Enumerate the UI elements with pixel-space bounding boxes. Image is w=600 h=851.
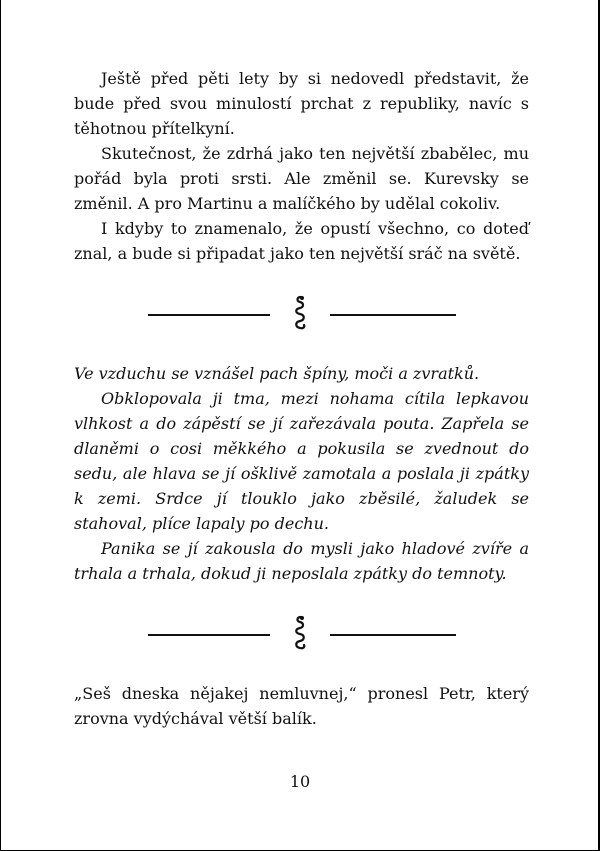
serpent-ornament-icon: [288, 614, 312, 654]
section-2: [74, 361, 529, 586]
paragraph: „Seš dneska nějakej nemluvnej,“ pronesl Petr, který zrovna vydýchával větší balík.: [74, 684, 529, 728]
serpent-ornament-icon: [288, 294, 312, 334]
section-separator: [0, 586, 600, 681]
paragraph: Obklopovala ji tma, mezi nohama cítila lepkavou vlhkost a do zápěstí se jí zařezávala pouta. Zapřela se dlaněmi o cosi měkkého a pokusila se zvednout do sedu, ale hlava se jí ošklivě zamotala a poslala ji zpátky k zemi. Srdce jí tlouklo jako zběsilé, žaludek se stahoval, plíce lapaly po dechu.: [74, 389, 529, 533]
paragraph: Ještě před pěti lety by si nedovedl představit, že bude před svou minulostí prchat z republiky, navíc s těhotnou přítelkyní.: [74, 69, 529, 138]
section-separator: [0, 266, 600, 361]
page-content: [74, 66, 529, 731]
section-3: [74, 681, 529, 731]
paragraph: Panika se jí zakousla do mysli jako hladové zvíře a trhala a trhala, dokud ji neposlala zpátky do temnoty.: [74, 539, 529, 583]
separator-line-right: [330, 314, 456, 316]
separator-line-right: [330, 634, 456, 636]
page-number: 10: [289, 772, 311, 791]
paragraph: I kdyby to znamenalo, že opustí všechno, co doteď znal, a bude si připadat jako ten největší sráč na světě.: [74, 219, 529, 263]
paragraph: Ve vzduchu se vznášel pach špíny, moči a zvratků.: [74, 364, 480, 383]
section-1: [74, 66, 529, 266]
paragraph: Skutečnost, že zdrhá jako ten největší zbabělec, mu pořád byla proti srsti. Ale změnil se. Kurevsky se změnil. A pro Martinu a malíčkého by udělal cokoliv.: [74, 144, 529, 213]
page-edge-left: [0, 0, 1, 851]
separator-line-left: [148, 314, 270, 316]
separator-line-left: [148, 634, 270, 636]
